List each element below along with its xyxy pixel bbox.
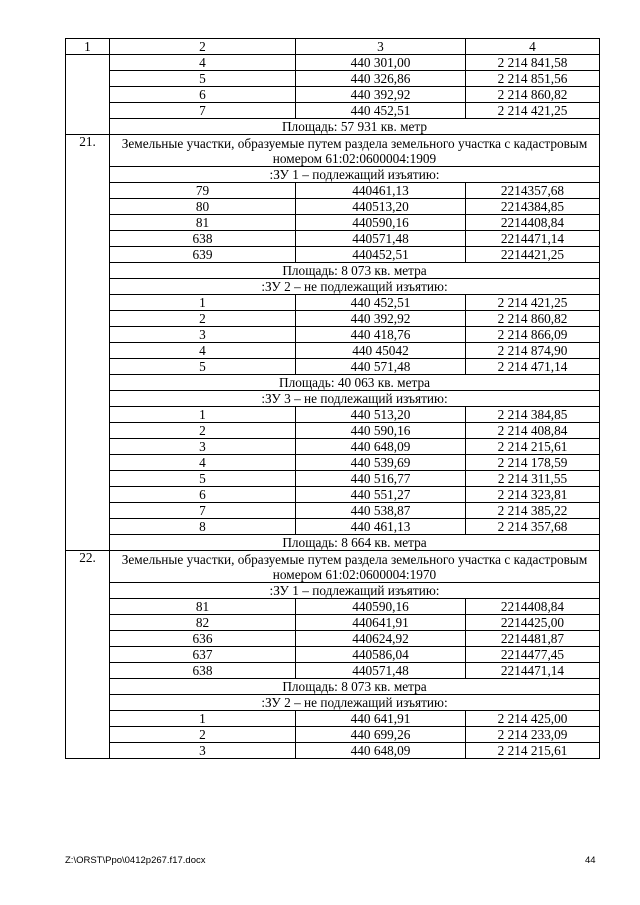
point-row xyxy=(66,439,600,455)
item-number: 22. xyxy=(66,551,110,759)
point-row xyxy=(66,711,600,727)
coord-x: 440 551,27 xyxy=(296,487,466,503)
section-text-row xyxy=(66,695,600,711)
point-number: 639 xyxy=(110,247,296,263)
point-row xyxy=(66,663,600,679)
section-label: :ЗУ 3 – не подлежащий изъятию: xyxy=(110,391,600,407)
point-row xyxy=(66,503,600,519)
point-row xyxy=(66,71,600,87)
coord-x: 440571,48 xyxy=(296,231,466,247)
coord-y: 2 214 408,84 xyxy=(466,423,600,439)
header-col-3: 3 xyxy=(296,39,466,55)
coord-y: 2214421,25 xyxy=(466,247,600,263)
coord-x: 440 392,92 xyxy=(296,87,466,103)
point-number: 638 xyxy=(110,663,296,679)
point-row xyxy=(66,231,600,247)
item-number: 21. xyxy=(66,135,110,551)
point-number: 1 xyxy=(110,711,296,727)
point-number: 3 xyxy=(110,327,296,343)
coord-y: 2 214 866,09 xyxy=(466,327,600,343)
header-col-4: 4 xyxy=(466,39,600,55)
point-number: 7 xyxy=(110,103,296,119)
coord-x: 440590,16 xyxy=(296,599,466,615)
coord-y: 2 214 323,81 xyxy=(466,487,600,503)
point-number: 81 xyxy=(110,599,296,615)
point-row xyxy=(66,359,600,375)
coord-x: 440641,91 xyxy=(296,615,466,631)
coord-x: 440 392,92 xyxy=(296,311,466,327)
point-number: 79 xyxy=(110,183,296,199)
point-number: 4 xyxy=(110,455,296,471)
point-number: 81 xyxy=(110,215,296,231)
point-number: 2 xyxy=(110,311,296,327)
section-title: Земельные участки, образуемые путем раздела земельного участка с кадастровым номером 61:02:0600004:1970 xyxy=(110,551,600,583)
point-number: 5 xyxy=(110,71,296,87)
coord-x: 440 461,13 xyxy=(296,519,466,535)
point-number: 5 xyxy=(110,471,296,487)
coord-x: 440 641,91 xyxy=(296,711,466,727)
coord-x: 440 538,87 xyxy=(296,503,466,519)
coord-y: 2 214 215,61 xyxy=(466,439,600,455)
coord-y: 2214408,84 xyxy=(466,599,600,615)
coord-y: 2 214 860,82 xyxy=(466,311,600,327)
section-text-row xyxy=(66,263,600,279)
coord-y: 2214471,14 xyxy=(466,231,600,247)
coord-y: 2 214 233,09 xyxy=(466,727,600,743)
coord-x: 440624,92 xyxy=(296,631,466,647)
point-number: 4 xyxy=(110,55,296,71)
footer-page-number: 44 xyxy=(585,855,596,866)
coordinates-table xyxy=(65,38,600,759)
coord-y: 2 214 860,82 xyxy=(466,87,600,103)
point-row xyxy=(66,599,600,615)
point-row xyxy=(66,631,600,647)
coord-y: 2214477,45 xyxy=(466,647,600,663)
point-row xyxy=(66,471,600,487)
header-row xyxy=(66,39,600,55)
point-row xyxy=(66,519,600,535)
point-number: 7 xyxy=(110,503,296,519)
section-text-row xyxy=(66,279,600,295)
section-title-row xyxy=(66,135,600,167)
coord-x: 440 590,16 xyxy=(296,423,466,439)
coord-x: 440 326,86 xyxy=(296,71,466,87)
point-number: 80 xyxy=(110,199,296,215)
point-row xyxy=(66,183,600,199)
coord-x: 440 452,51 xyxy=(296,295,466,311)
section-label: Площадь: 57 931 кв. метр xyxy=(110,119,600,135)
section-title-row xyxy=(66,551,600,583)
point-row xyxy=(66,343,600,359)
coord-x: 440 539,69 xyxy=(296,455,466,471)
coord-x: 440 418,76 xyxy=(296,327,466,343)
coord-y: 2214481,87 xyxy=(466,631,600,647)
point-number: 1 xyxy=(110,295,296,311)
coord-y: 2 214 385,22 xyxy=(466,503,600,519)
section-text-row xyxy=(66,583,600,599)
coord-x: 440571,48 xyxy=(296,663,466,679)
coord-x: 440513,20 xyxy=(296,199,466,215)
section-label: Площадь: 8 664 кв. метра xyxy=(110,535,600,551)
coord-x: 440 301,00 xyxy=(296,55,466,71)
point-row xyxy=(66,327,600,343)
item-number xyxy=(66,55,110,135)
point-number: 637 xyxy=(110,647,296,663)
coord-x: 440 648,09 xyxy=(296,743,466,759)
section-label: Площадь: 8 073 кв. метра xyxy=(110,679,600,695)
coord-x: 440 516,77 xyxy=(296,471,466,487)
coord-y: 2 214 471,14 xyxy=(466,359,600,375)
footer-file-path: Z:\ORST\Ppo\0412p267.f17.docx xyxy=(65,855,206,866)
point-row xyxy=(66,647,600,663)
header-col-2: 2 xyxy=(110,39,296,55)
point-number: 3 xyxy=(110,743,296,759)
coord-x: 440461,13 xyxy=(296,183,466,199)
section-label: :ЗУ 1 – подлежащий изъятию: xyxy=(110,167,600,183)
coord-y: 2 214 841,58 xyxy=(466,55,600,71)
point-row xyxy=(66,423,600,439)
point-row xyxy=(66,727,600,743)
point-number: 638 xyxy=(110,231,296,247)
point-row xyxy=(66,743,600,759)
point-number: 6 xyxy=(110,87,296,103)
coord-y: 2 214 421,25 xyxy=(466,295,600,311)
point-row xyxy=(66,55,600,71)
coord-y: 2214357,68 xyxy=(466,183,600,199)
section-text-row xyxy=(66,167,600,183)
point-row xyxy=(66,87,600,103)
coord-x: 440 699,26 xyxy=(296,727,466,743)
point-number: 2 xyxy=(110,727,296,743)
section-text-row xyxy=(66,535,600,551)
coord-x: 440 648,09 xyxy=(296,439,466,455)
section-title: Земельные участки, образуемые путем раздела земельного участка с кадастровым номером 61:02:0600004:1909 xyxy=(110,135,600,167)
point-row xyxy=(66,311,600,327)
coord-x: 440 513,20 xyxy=(296,407,466,423)
point-number: 82 xyxy=(110,615,296,631)
coord-y: 2 214 357,68 xyxy=(466,519,600,535)
point-row xyxy=(66,103,600,119)
point-number: 4 xyxy=(110,343,296,359)
coord-y: 2214471,14 xyxy=(466,663,600,679)
section-text-row xyxy=(66,119,600,135)
coord-y: 2 214 311,55 xyxy=(466,471,600,487)
point-number: 1 xyxy=(110,407,296,423)
coord-y: 2214408,84 xyxy=(466,215,600,231)
coord-x: 440 452,51 xyxy=(296,103,466,119)
point-number: 8 xyxy=(110,519,296,535)
section-label: :ЗУ 1 – подлежащий изъятию: xyxy=(110,583,600,599)
point-number: 6 xyxy=(110,487,296,503)
coord-y: 2214384,85 xyxy=(466,199,600,215)
header-col-1: 1 xyxy=(66,39,110,55)
coord-y: 2 214 215,61 xyxy=(466,743,600,759)
section-text-row xyxy=(66,391,600,407)
point-row xyxy=(66,615,600,631)
point-number: 3 xyxy=(110,439,296,455)
point-row xyxy=(66,199,600,215)
coordinates-table-body xyxy=(66,39,600,759)
coord-x: 440 571,48 xyxy=(296,359,466,375)
point-row xyxy=(66,407,600,423)
coord-y: 2 214 425,00 xyxy=(466,711,600,727)
point-number: 2 xyxy=(110,423,296,439)
coord-y: 2 214 874,90 xyxy=(466,343,600,359)
section-label: :ЗУ 2 – не подлежащий изъятию: xyxy=(110,695,600,711)
point-number: 636 xyxy=(110,631,296,647)
coord-y: 2 214 384,85 xyxy=(466,407,600,423)
coord-x: 440452,51 xyxy=(296,247,466,263)
coord-y: 2 214 851,56 xyxy=(466,71,600,87)
section-label: :ЗУ 2 – не подлежащий изъятию: xyxy=(110,279,600,295)
point-row xyxy=(66,295,600,311)
coord-x: 440586,04 xyxy=(296,647,466,663)
coord-y: 2214425,00 xyxy=(466,615,600,631)
coord-y: 2 214 421,25 xyxy=(466,103,600,119)
section-label: Площадь: 8 073 кв. метра xyxy=(110,263,600,279)
point-row xyxy=(66,215,600,231)
coord-y: 2 214 178,59 xyxy=(466,455,600,471)
coord-x: 440590,16 xyxy=(296,215,466,231)
point-row xyxy=(66,487,600,503)
point-row xyxy=(66,455,600,471)
point-number: 5 xyxy=(110,359,296,375)
section-text-row xyxy=(66,375,600,391)
point-row xyxy=(66,247,600,263)
coord-x: 440 45042 xyxy=(296,343,466,359)
section-text-row xyxy=(66,679,600,695)
section-label: Площадь: 40 063 кв. метра xyxy=(110,375,600,391)
